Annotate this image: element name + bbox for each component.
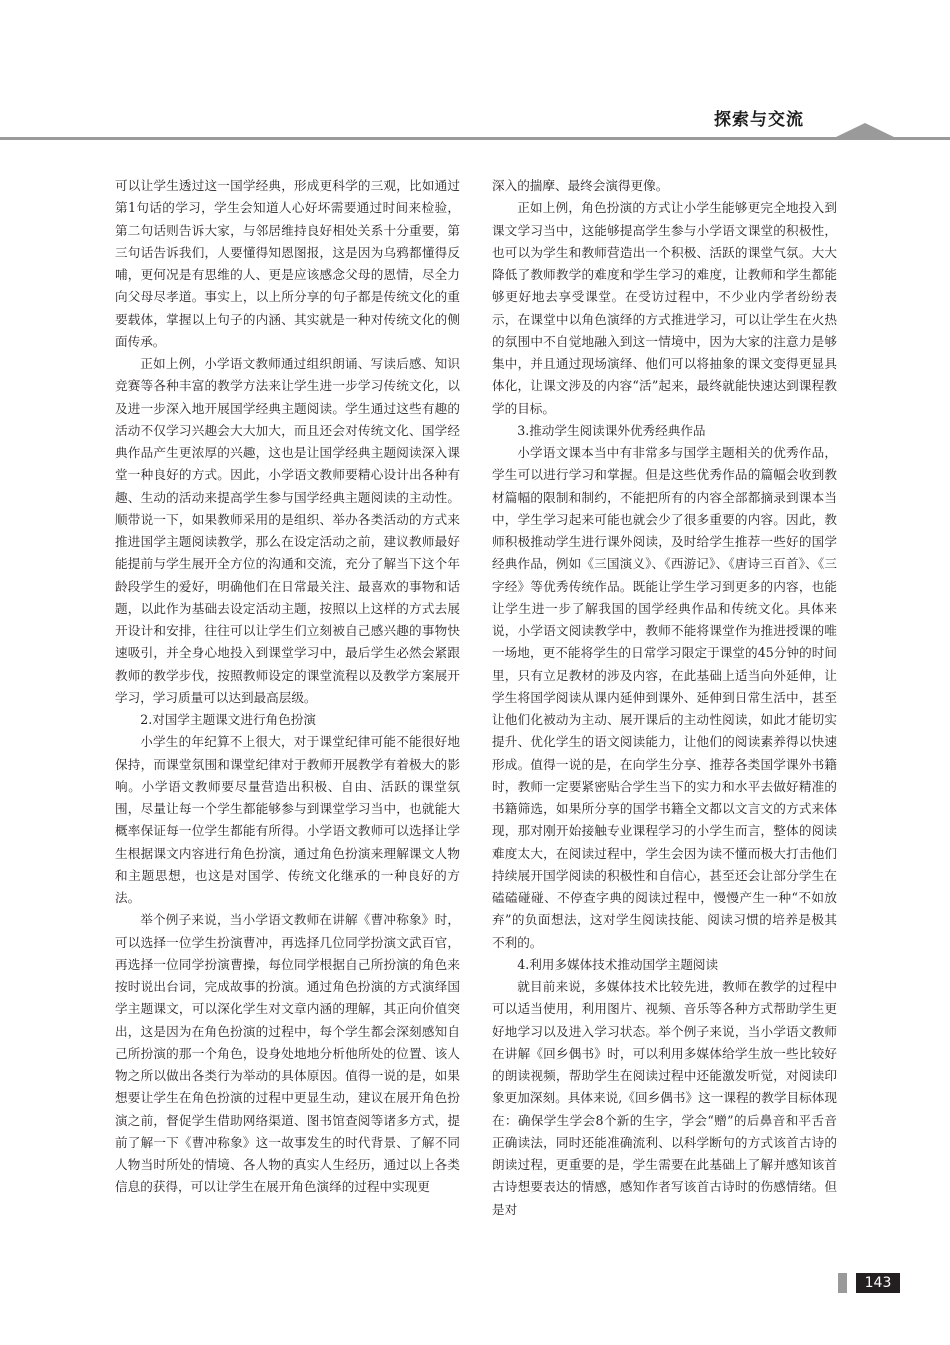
- paragraph: 举个例子来说，当小学语文教师在讲解《曹冲称象》时，可以选择一位学生扮演曹冲，再选择几位同学扮演文武百官，再选择一位同学扮演曹操，每位同学根据自己所扮演的角色来按时说出台词，完成故事的扮演。通过角色扮演的方式演绎国学主题课文，可以深化学生对文章内涵的理解，其正向价值突出，这是因为在角色扮演的过程中，每个学生都会深刻感知自己所扮演的那一个角色，设身处地地分析他所处的位置、该人物之所以做出各类行为举动的具体原因。值得一说的是，如果想要让学生在角色扮演的过程中更显生动，建议在展开角色扮演之前，督促学生借助网络渠道、图书馆查阅等诸多方式，提前了解一下《曹冲称象》这一故事发生的时代背景、了解不同人物当时所处的情境、各人物的真实人生经历，通过以上各类信息的获得，可以让学生在展开角色演绎的过程中实现更: [115, 912, 460, 1195]
- header-rule: [0, 137, 950, 140]
- paragraph: 可以让学生透过这一国学经典，形成更科学的三观，比如通过第1句话的学习，学生会知道人心好坏需要通过时间来检验，第二句话则告诉大家，与邻居维持良好相处关系十分重要，第三句话告诉我们，人要懂得知恩图报，这是因为乌鸦都懂得反哺，更何况是有思维的人、更是应该感念父母的恩情，尽全力向父母尽孝道。事实上，以上所分享的句子都是传统文化的重要载体，掌握以上句子的内涵、其实就是一种对传统文化的侧面传承。: [115, 178, 460, 349]
- header-triangle-decoration: [836, 123, 894, 137]
- paragraph: 就目前来说，多媒体技术比较先进，教师在教学的过程中可以适当使用，利用图片、视频、音乐等各种方式帮助学生更好地学习以及进入学习状态。举个例子来说，当小学语文教师在讲解《回乡偶书》时，可以利用多媒体给学生放一些比较好的朗读视频，帮助学生在阅读过程中还能激发听觉，对阅读印象更加深刻。具体来说,《回乡偶书》这一课程的教学目标体现在：确保学生学会8个新的生字，学会“赠”的后鼻音和平舌音正确读法，同时还能准确流利、以科学断句的方式该首古诗的朗读过程，更重要的是，学生需要在此基础上了解并感知该首古诗想要表达的情感，感知作者写该首古诗时的伤感情绪。但是对: [492, 979, 837, 1217]
- paragraph: 正如上例，小学语文教师通过组织朗诵、写读后感、知识竞赛等各种丰富的教学方法来让学生进一步学习传统文化，以及进一步深入地开展国学经典主题阅读。学生通过这些有趣的活动不仅学习兴趣会大大加大，而且还会对传统文化、国学经典作品产生更浓厚的兴趣，这也是让国学经典主题阅读深入课堂一种良好的方式。因此，小学语文教师要精心设计出各种有趣、生动的活动来提高学生参与国学经典主题阅读的主动性。顺带说一下，如果教师采用的是组织、举办各类活动的方式来推进国学主题阅读教学，那么在设定活动之前，建议教师最好能提前与学生展开全方位的沟通和交流，充分了解当下这个年龄段学生的爱好，明确他们在日常最关注、最喜欢的事物和话题，以此作为基础去设定活动主题，按照以上这样的方式去展开设计和安排，往往可以让学生们立刻被自己感兴趣的事物快速吸引，并全身心地投入到课堂学习中，最后学生必然会紧跟教师的教学步伐，按照教师设定的课堂流程以及教学方案展开学习，学习质量可以达到最高层级。: [115, 356, 460, 705]
- left-column: [115, 175, 460, 1199]
- page-number-tab-decoration: [838, 1273, 847, 1293]
- section-title: 探索与交流: [714, 110, 804, 130]
- paragraph: 正如上例，角色扮演的方式让小学生能够更完全地投入到课文学习当中，这能够提高学生参与小学语文课堂的积极性，也可以为学生和教师营造出一个积极、活跃的课堂气氛。大大降低了教师教学的难度和学生学习的难度，让教师和学生都能够更好地去享受课堂。在受访过程中，不少业内学者纷纷表示，在课堂中以角色演绎的方式推进学习，可以让学生在火热的氛围中不自觉地融入到这一情境中，因为大家的注意力是够集中，并且通过现场演绎、他们可以将抽象的课文变得更显具体化，让课文涉及的内容“活”起来，最终就能快速达到课程教学的目标。: [492, 200, 837, 416]
- page-header: [0, 108, 950, 140]
- section-heading: 2.对国学主题课文进行角色扮演: [140, 712, 316, 727]
- paragraph: 小学语文课本当中有非常多与国学主题相关的优秀作品，学生可以进行学习和掌握。但是这些优秀作品的篇幅会收到教材篇幅的限制和制约，不能把所有的内容全部都摘录到课本当中，学生学习起来可能也就会少了很多重要的内容。因此，教师积极推动学生进行课外阅读，及时给学生推荐一些好的国学经典作品，例如《三国演义》、《西游记》、《唐诗三百首》、《三字经》等优秀传统作品。既能让学生学习到更多的内容，也能让学生进一步了解我国的国学经典作品和传统文化。具体来说，小学语文阅读教学中，教师不能将课堂作为推进授课的唯一场地，更不能将学生的日常学习限定于课堂的45分钟的时间里，只有立足教材的涉及内容，在此基础上适当向外延伸，让学生将国学阅读从课内延伸到课外、延伸到日常生活中，甚至让他们化被动为主动、展开课后的主动性阅读，如此才能切实提升、优化学生的语文阅读能力，让他们的阅读素养得以快速形成。值得一说的是，在向学生分享、推荐各类国学课外书籍时，教师一定要紧密贴合学生当下的实力和水平去做好精准的书籍筛选，如果所分享的国学书籍全文都以文言文的方式来体现，那对刚开始接触专业课程学习的小学生而言，整体的阅读难度太大，在阅读过程中，学生会因为读不懂而极大打击他们持续展开国学阅读的积极性和自信心，甚至还会让部分学生在磕磕碰碰、不停查字典的阅读过程中，慢慢产生一种“不如放弃”的负面想法，这对学生阅读技能、阅读习惯的培养是极其不利的。: [492, 445, 837, 950]
- section-heading: 4.利用多媒体技术推动国学主题阅读: [517, 956, 719, 972]
- page-number: 143: [856, 1273, 900, 1293]
- right-column: [492, 175, 837, 1221]
- section-heading: 3.推动学生阅读课外优秀经典作品: [517, 422, 706, 438]
- paragraph: 深入的揣摩、最终会演得更像。: [492, 178, 669, 193]
- paragraph: 小学生的年纪算不上很大，对于课堂纪律可能不能很好地保持，而课堂氛围和课堂纪律对于教师开展教学有着极大的影响。小学语文教师要尽量营造出积极、自由、活跃的课堂氛围，尽量让每一个学生都能够参与到课堂学习当中，也就能大概率保证每一位学生都能有所得。小学语文教师可以选择让学生根据课文内容进行角色扮演，通过角色扮演来理解课文人物和主题思想，也这是对国学、传统文化继承的一种良好的方法。: [115, 734, 460, 905]
